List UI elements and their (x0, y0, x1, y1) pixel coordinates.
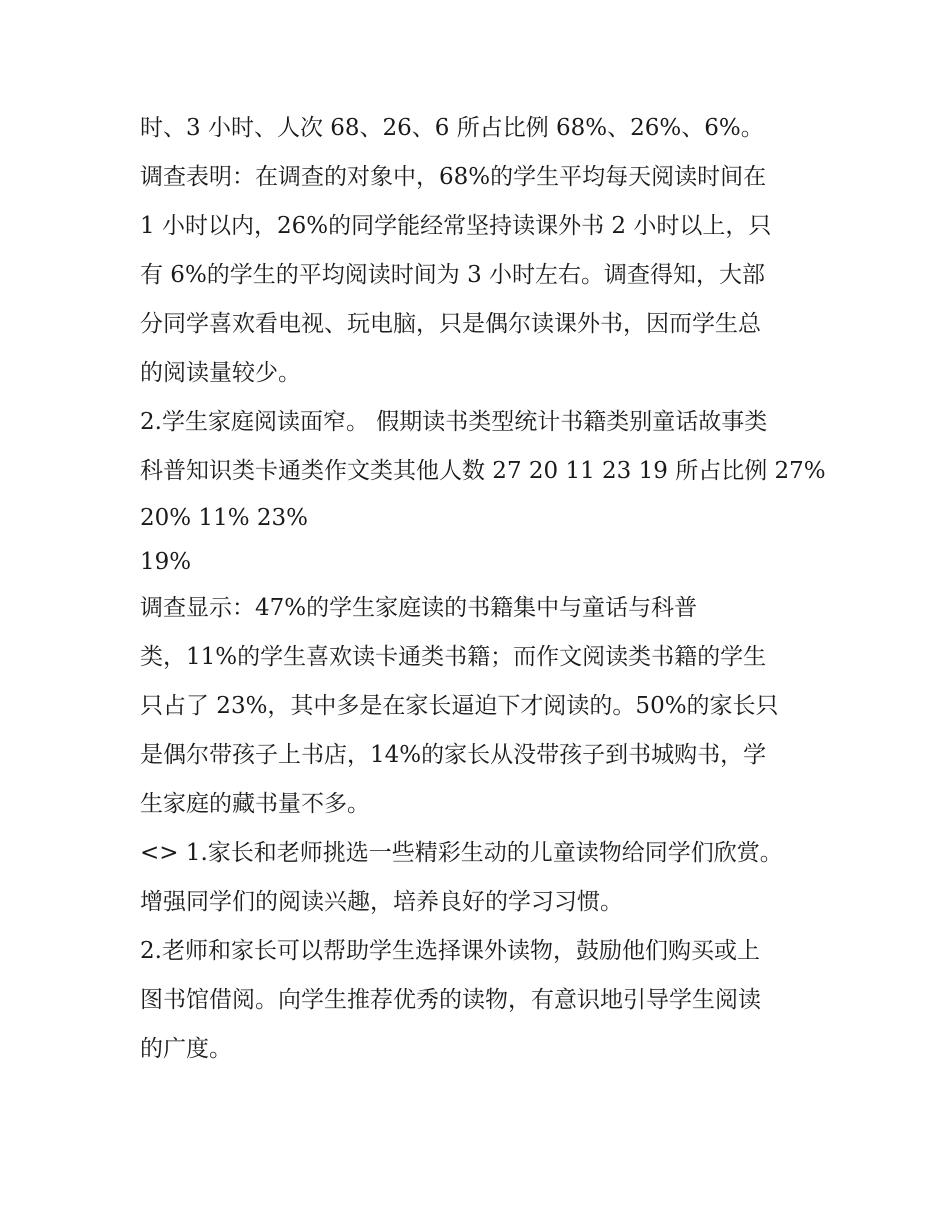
text-line: 类，11%的学生喜欢读卡通类书籍；而作文阅读类书籍的学生 (140, 644, 767, 670)
text-line: 2.学生家庭阅读面窄。 假期读书类型统计书籍类别童话故事类 (140, 409, 768, 435)
text-line: 的阅读量较少。 (140, 360, 301, 386)
text-line: <> 1.家长和老师挑选一些精彩生动的儿童读物给同学们欣赏。 (140, 840, 783, 866)
text-line: 只占了 23%，其中多是在家长逼迫下才阅读的。50%的家长只 (140, 693, 779, 719)
text-line: 时、3 小时、人次 68、26、6 所占比例 68%、26%、6%。 (140, 115, 764, 141)
text-line: 生家庭的藏书量不多。 (140, 791, 370, 817)
text-line: 20% 11% 23% (140, 505, 308, 531)
text-line: 增强同学们的阅读兴趣，培养良好的学习习惯。 (140, 889, 623, 915)
text-line: 科普知识类卡通类作文类其他人数 27 20 11 23 19 所占比例 27% (140, 458, 826, 484)
text-line: 分同学喜欢看电视、玩电脑，只是偶尔读课外书，因而学生总 (140, 311, 761, 337)
text-line: 19% (140, 549, 192, 575)
text-line: 的广度。 (140, 1036, 232, 1062)
text-line: 调查表明：在调查的对象中，68%的学生平均每天阅读时间在 (140, 164, 767, 190)
text-line: 1 小时以内，26%的同学能经常坚持读课外书 2 小时以上，只 (140, 213, 772, 239)
text-line: 是偶尔带孩子上书店，14%的家长从没带孩子到书城购书，学 (140, 742, 767, 768)
text-line: 2.老师和家长可以帮助学生选择课外读物，鼓励他们购买或上 (140, 938, 760, 964)
text-line: 有 6%的学生的平均阅读时间为 3 小时左右。调查得知，大部 (140, 262, 766, 288)
text-line: 图书馆借阅。向学生推荐优秀的读物，有意识地引导学生阅读 (140, 987, 761, 1013)
document-body (140, 104, 830, 1074)
text-line: 调查显示：47%的学生家庭读的书籍集中与童话与科普 (140, 595, 698, 621)
